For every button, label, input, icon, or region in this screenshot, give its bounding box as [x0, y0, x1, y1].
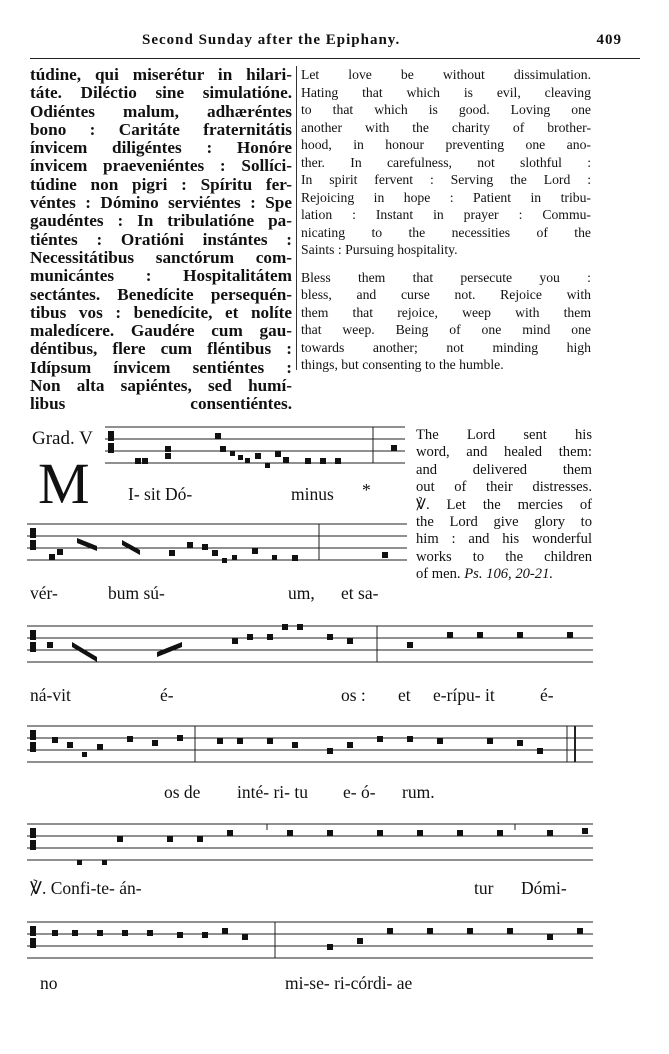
lyric-4a: os de [164, 782, 201, 802]
chant-staff-5 [27, 820, 593, 872]
latin-line: ínvicem praeveniéntes : Sollíci- [30, 156, 292, 176]
english-line: Bless them that persecute you : [301, 269, 591, 285]
lyric-6b: mi-se- ri-córdi- ae [285, 973, 413, 993]
english-line: towards another; not minding high [301, 339, 591, 355]
english-line: another with the charity of brother- [301, 119, 591, 135]
latin-line: Non alta sapiéntes, sed humí- [30, 376, 292, 396]
translation-line: out of their distresses. [416, 479, 592, 496]
chant-staff-6 [27, 918, 593, 970]
translation-line: works to the children [416, 548, 592, 565]
english-line: bless, and curse not. Rejoice with [301, 287, 591, 302]
chant-staff-4 [27, 722, 593, 774]
latin-line: tibus vos : benedícite, et nolíte [30, 302, 292, 322]
english-line: that weep. Being of one mind one [301, 322, 591, 337]
page-number: 409 [596, 32, 622, 48]
lyric-5a: ℣. Confi-te- án- [30, 878, 142, 898]
translation-line: and delivered them [416, 461, 592, 478]
lyric-1b: minus [291, 484, 334, 504]
english-line: In spirit fervent : Serving the Lord : [301, 172, 591, 187]
latin-line: maledícere. Gaudére cum gau- [30, 321, 292, 341]
translation-line: ℣. Let the mercies of [416, 496, 592, 513]
latin-line: bono : Caritáte fraternitátis [30, 119, 292, 139]
lyric-3c: os : [341, 685, 366, 705]
latin-line: ínvicem diligéntes : Honóre [30, 138, 292, 158]
lyric-4c: e- ó- [343, 782, 376, 802]
english-line: nicating to the necessities of the [301, 224, 591, 240]
initial-capital: M [38, 451, 90, 516]
latin-line: gaudéntes : In tribulatióne pa- [30, 211, 292, 231]
lyric-2c: um, [288, 583, 315, 603]
english-line: Let love be without dissimulation. [301, 67, 591, 82]
translation-line: him : and his wonderful [416, 531, 592, 548]
translation-line: the Lord give glory to [416, 514, 592, 531]
latin-line: Necessitátibus sanctórum com- [30, 247, 292, 267]
lyric-3f: é- [540, 685, 554, 705]
latin-line: libus consentiéntes. [30, 394, 292, 414]
chant-staff-1 [105, 423, 405, 475]
lyric-3e: e-rípu- it [433, 685, 495, 705]
lyric-3d: et [398, 685, 411, 705]
chant-staff-3 [27, 622, 593, 674]
lyric-3b: é- [160, 685, 174, 705]
translation-line: The Lord sent his [416, 427, 592, 443]
lyric-4b: inté- ri- tu [237, 782, 308, 802]
gradual-translation [416, 427, 592, 584]
latin-line: sectántes. Benedícite persequén- [30, 284, 292, 304]
psalm-reference: Ps. 106, 20-21. [464, 566, 554, 583]
english-line: Hating that which is evil, cleaving [301, 84, 591, 100]
latin-line: Odiéntes malum, adhæréntes [30, 101, 292, 121]
latin-line: véntes : Dómino serviéntes : Spe [30, 193, 292, 213]
running-title: Second Sunday after the Epiphany. [142, 32, 401, 48]
latin-line: Idípsum ínvicem sentiéntes : [30, 357, 292, 377]
lyric-5b: tur [474, 878, 494, 898]
latin-line: táte. Diléctio sine simulatióne. [30, 83, 292, 103]
english-line: things, but consenting to the humble. [301, 357, 504, 372]
latin-line: túdine, qui miserétur in hilari- [30, 65, 292, 84]
translation-line: word, and healed them: [416, 444, 592, 461]
english-line: lation : Instant in prayer : Commu- [301, 207, 591, 222]
latin-line: déntibus, flere cum fléntibus : [30, 339, 292, 359]
lyric-2d: et sa- [341, 583, 379, 603]
lyric-1a: I- sit Dó- [128, 484, 193, 504]
lyric-3a: ná-vit [30, 685, 71, 705]
lyric-1c: * [362, 480, 371, 500]
english-line: Rejoicing in hope : Patient in tribu- [301, 189, 591, 205]
lyric-6a: no [40, 973, 58, 993]
lyric-2a: vér- [30, 583, 58, 603]
english-line: ther. In carefulness, not slothful : [301, 154, 591, 170]
lyric-2b: bum sú- [108, 583, 165, 603]
lyric-5c: Dómi- [521, 878, 567, 898]
lyric-4d: rum. [402, 782, 435, 802]
english-line: to that which is good. Loving one [301, 102, 591, 117]
english-line: hood, in honour preventing one ano- [301, 137, 591, 152]
english-line: them that rejoice, weep with them [301, 304, 591, 320]
translation-last-line: of men. Ps. 106, 20-21. [416, 566, 554, 583]
latin-line: tiéntes : Oratióni instántes : [30, 229, 292, 249]
english-line: Saints : Pursuing hospitality. [301, 242, 458, 257]
gradual-label: Grad. V [32, 428, 93, 449]
latin-line: túdine non pigri : Spíritu fer- [30, 174, 292, 194]
latin-line: municántes : Hospitalitátem [30, 266, 292, 286]
chant-staff-2 [27, 520, 407, 572]
